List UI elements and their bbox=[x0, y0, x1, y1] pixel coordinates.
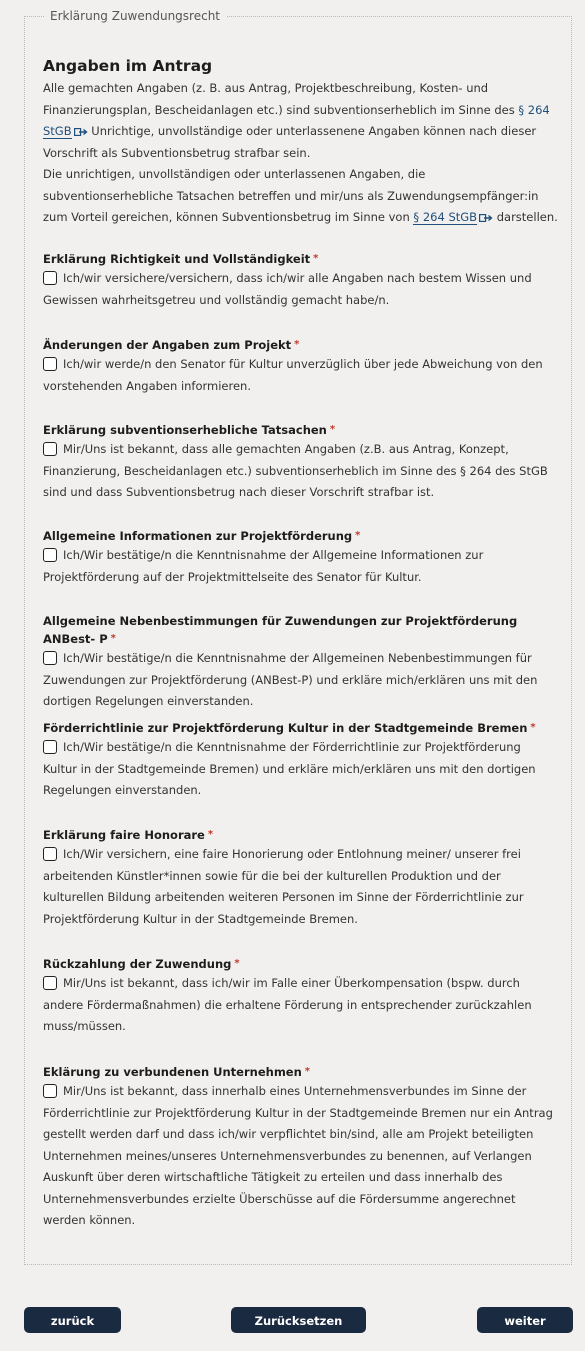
section-anbest-p: Allgemeine Nebenbestimmungen für Zuwendungen zur Projektförderung ANBest- P * Ich/Wir bestätige/n die Kenntnisnahme der Allgemeinen Nebenbestimmungen für Zuwendungen zur Projektförderung (ANBest-P) und erkläre mich/erklären uns mit den dortigen Regelungen einverstanden. bbox=[43, 614, 538, 708]
checkbox-rueckzahlung[interactable] bbox=[43, 976, 57, 990]
back-button[interactable]: zurück bbox=[24, 1307, 121, 1333]
next-button[interactable]: weiter bbox=[477, 1307, 573, 1333]
checkbox-foerderrichtlinie[interactable] bbox=[43, 740, 57, 754]
checkbox-anbest-p[interactable] bbox=[43, 651, 57, 665]
section-aenderungen: Änderungen der Angaben zum Projekt * Ich/wir werde/n den Senator für Kultur unverzüglich über jede Abweichung von den vorstehenden Angaben informieren. bbox=[43, 338, 543, 393]
section-rueckzahlung: Rückzahlung der Zuwendung * Mir/Uns ist bekannt, dass ich/wir im Falle einer Überkompensation (bspw. durch andere Fördermaßnahmen) die erhaltene Förderung in entsprechender zurückzahlen muss/müssen. bbox=[43, 957, 532, 1033]
checkbox-verbundene-unternehmen[interactable] bbox=[43, 1084, 57, 1098]
external-link-icon[interactable] bbox=[479, 214, 493, 222]
intro-heading: Angaben im Antrag bbox=[43, 57, 213, 75]
checkbox-richtigkeit[interactable] bbox=[43, 271, 57, 285]
checkbox-allgemeine-informationen[interactable] bbox=[43, 548, 57, 562]
reset-button[interactable]: Zurücksetzen bbox=[231, 1307, 366, 1333]
fieldset-legend: Erklärung Zuwendungsrecht bbox=[44, 8, 226, 24]
section-verbundene-unternehmen: Eklärung zu verbundenen Unternehmen * Mir/Uns ist bekannt, dass innerhalb eines Unternehmensverbundes im Sinne der Förderrichtlinie zur Projektförderung Kultur in der Stadtgemeinde Bremen nur ein Antrag gestellt werden darf und dass ich/wir verpflichtet bin/sind, alle am Projekt beteiligten Unternehmen meines/unseres Unternehmensverbundes zu benennen, auf Verlangen Auskunft über deren wirtschaftliche Tätigkeit zu erteilen und dass innerhalb des Unternehmensverbundes erzielte Überschüsse auf die Fördersumme angerechnet werden können. bbox=[43, 1065, 553, 1227]
checkbox-aenderungen[interactable] bbox=[43, 357, 57, 371]
checkbox-subventionserheblich[interactable] bbox=[43, 442, 57, 456]
form-content bbox=[43, 56, 558, 1227]
section-richtigkeit: Erklärung Richtigkeit und Vollständigkeit * Ich/wir versichere/versichern, dass ich/wir alle Angaben nach bestem Wissen und Gewissen wahrheitsgetreu und vollständig gemacht habe/n. bbox=[43, 252, 532, 307]
external-link-icon[interactable] bbox=[74, 128, 88, 136]
section-foerderrichtlinie: Förderrichtlinie zur Projektförderung Kultur in der Stadtgemeinde Bremen * Ich/Wir bestätige/n die Kenntnisnahme der Förderrichtlinie zur Projektförderung Kultur in der Stadtgemeinde Bremen) und erkläre mich/erklären uns mit den dortigen Regelungen einverstanden. bbox=[43, 721, 536, 797]
section-allgemeine-informationen: Allgemeine Informationen zur Projektförderung * Ich/Wir bestätige/n die Kenntnisnahme der Allgemeine Informationen zur Projektförderung auf der Projektmittelseite des Senator für Kultur. bbox=[43, 529, 484, 584]
intro-paragraph-1: Alle gemachten Angaben (z. B. aus Antrag, Projektbeschreibung, Kosten- und Finanzierungsplan, Bescheidanlagen etc.) sind subventionserheblich im Sinne des § 264 StGB Unrichtige, unvollständige oder unterlassenene Angaben können nach dieser Vorschrift als Subventionsbetrug strafbar sein. Die unrichtigen, unvollständigen oder unterlassenen Angaben, die subventionserhebliche Tatsachen betreffen und mir/uns als Zuwendungsempfänger:in zum Vorteil gereichen, können Subventionsbetrug im Sinne von § 264 StGB darstellen. bbox=[43, 81, 558, 224]
stgb-link-1b[interactable]: StGB bbox=[43, 124, 72, 138]
section-subventionserheblich: Erklärung subventionserhebliche Tatsachen * Mir/Uns ist bekannt, dass alle gemachten Angaben (z.B. aus Antrag, Konzept, Finanzierung, Bescheidanlagen etc.) subventionserheblich im Sinne des § 264 des StGB sind und dass Subventionsbetrug nach dieser Vorschrift strafbar ist. bbox=[43, 423, 548, 499]
stgb-link-2[interactable]: § 264 StGB bbox=[413, 210, 478, 224]
checkbox-faire-honorare[interactable] bbox=[43, 847, 57, 861]
section-faire-honorare: Erklärung faire Honorare * Ich/Wir versichern, eine faire Honorierung oder Entlohnung meiner/ unserer frei arbeitenden Künstler*innen sowie für die bei der kulturellen Produktion und der kulturellen Bildung arbeitenden weiteren Personen im Sinne der Förderrichtlinie zur Projektförderung Kultur in der Stadtgemeinde Bremen. bbox=[43, 828, 524, 926]
stgb-link-1a[interactable]: § 264 bbox=[518, 102, 550, 117]
